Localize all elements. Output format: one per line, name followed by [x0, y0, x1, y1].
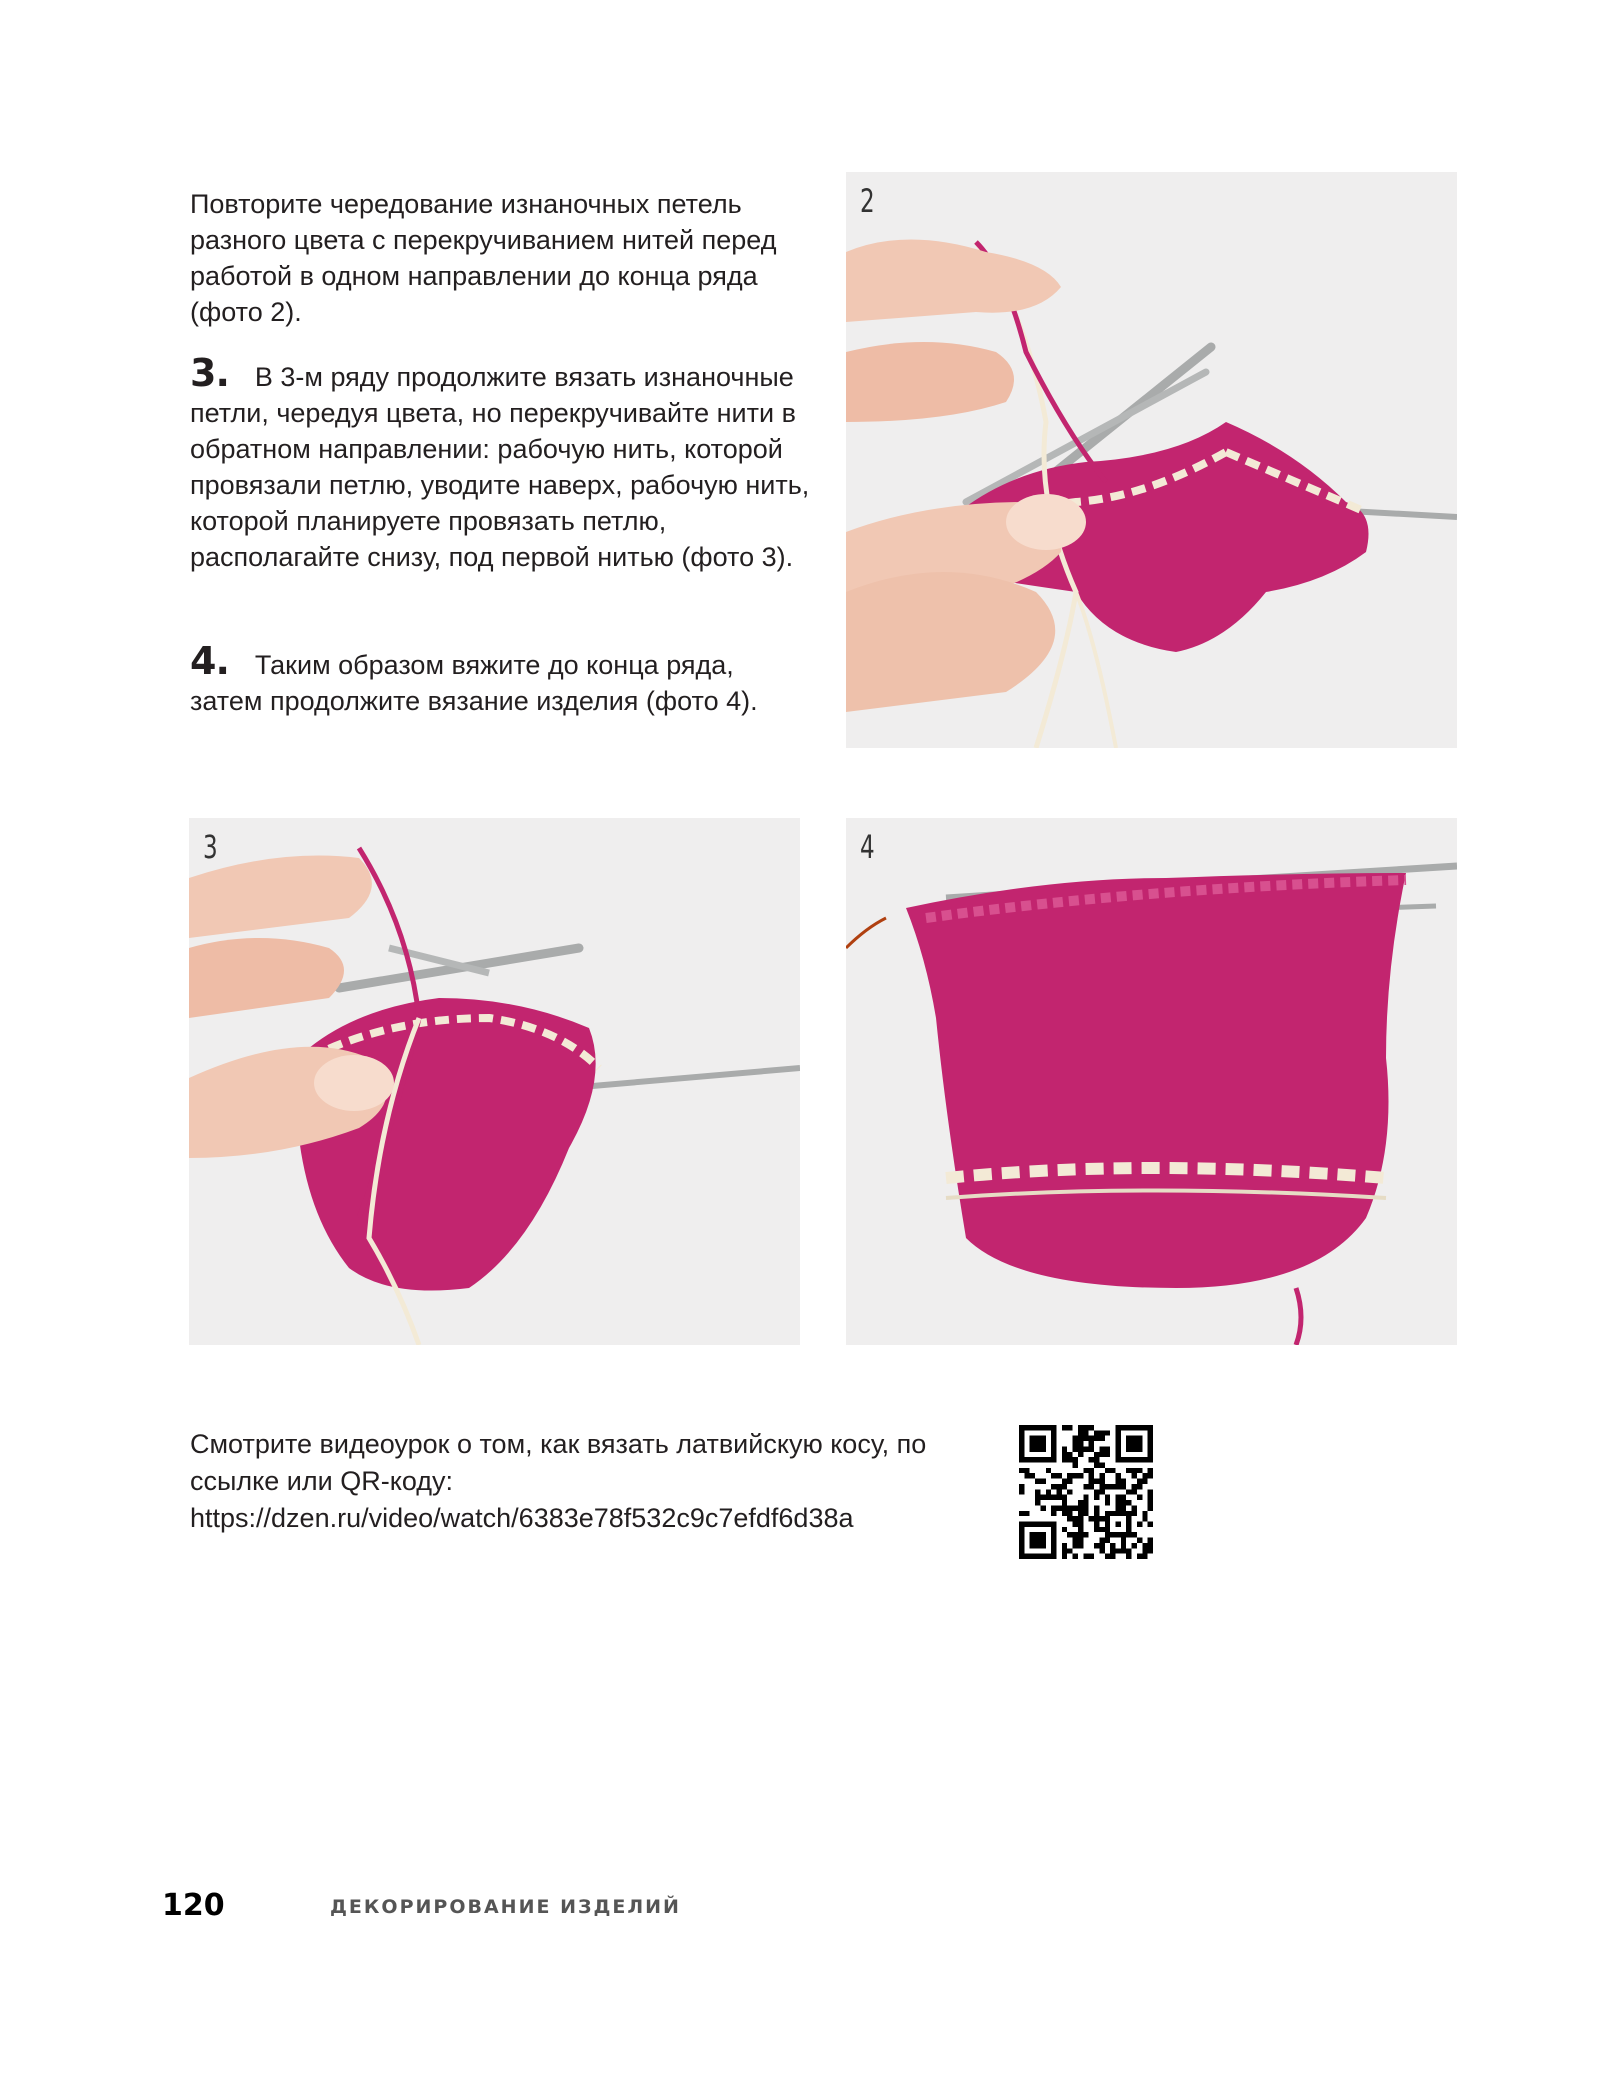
intro-paragraph — [190, 186, 810, 330]
step-3 — [190, 351, 810, 575]
step-4-paragraph — [190, 639, 810, 719]
page-number: 120 — [162, 1888, 225, 1923]
intro-text: Повторите чередование изнаночных петель разного цвета с перекручиванием нитей перед работой в одном направлении до конца ряда (фото 2). — [190, 189, 777, 327]
step-4 — [190, 639, 810, 719]
photo-3 — [189, 818, 800, 1345]
photo-2 — [846, 172, 1457, 748]
step-3-number: 3. — [190, 351, 229, 395]
step-3-paragraph — [190, 351, 810, 575]
photo-4 — [846, 818, 1457, 1345]
photo-3-number: 3 — [203, 828, 218, 866]
step-3-text: В 3-м ряду продолжите вязать изнаночные петли, чередуя цвета, но перекручивайте нити в обратном направлении: рабочую нить, которой провязали петлю, уводите наверх, рабочую нить, которой планируете провязать петлю, располагайте снизу, под первой нитью (фото 3). — [190, 362, 810, 572]
photo-4-image — [846, 818, 1457, 1345]
photo-2-image — [846, 172, 1457, 748]
section-title: ДЕКОРИРОВАНИЕ ИЗДЕЛИЙ — [330, 1896, 681, 1918]
step-4-number: 4. — [190, 639, 229, 683]
qr-code-graphic — [1019, 1425, 1153, 1559]
photo-2-number: 2 — [860, 182, 875, 220]
photo-4-number: 4 — [860, 828, 875, 866]
step-4-text: Таким образом вяжите до конца ряда, затем продолжите вязание изделия (фото 4). — [190, 650, 758, 716]
video-lesson-text: Смотрите видеоурок о том, как вязать латвийскую косу, по ссылке или QR-коду: https://dzen.ru/video/watch/6383e78f532c9c7efdf6d38a — [190, 1429, 927, 1533]
qr-code-icon[interactable] — [1019, 1425, 1153, 1559]
photo-3-image — [189, 818, 800, 1345]
